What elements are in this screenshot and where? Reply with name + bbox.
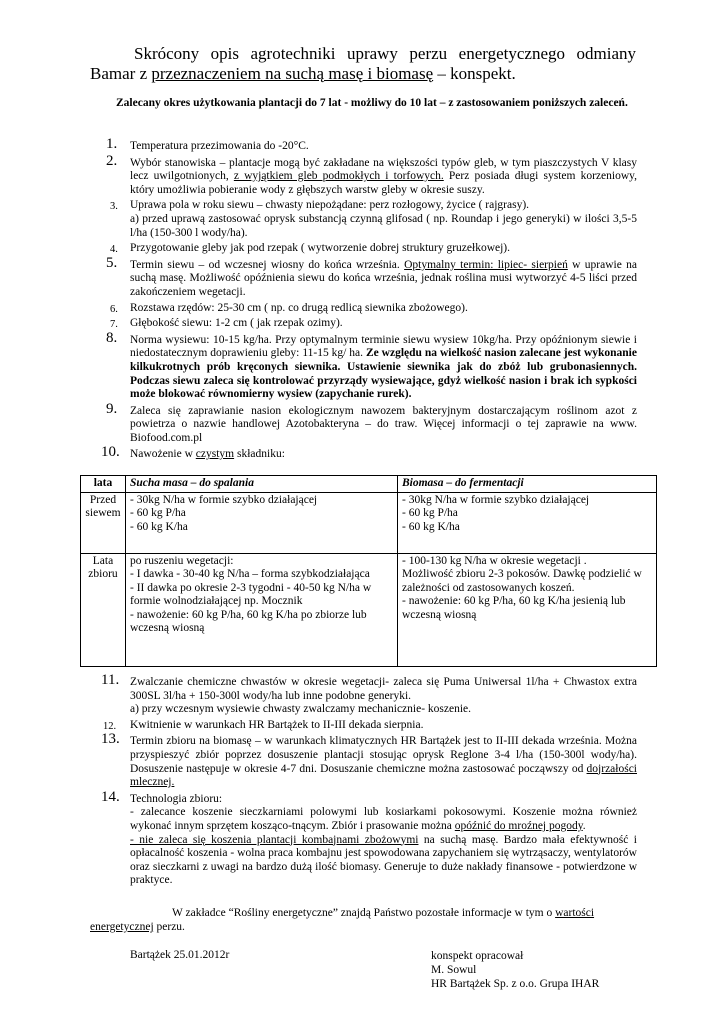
list-item xyxy=(101,152,637,198)
cell-line: - nawożenie: 60 kg P/ha, 60 kg K/ha jesienią lub wczesną wiosną xyxy=(402,595,626,621)
item-number: 2. xyxy=(106,152,118,169)
recommendations-list-continued xyxy=(101,672,637,888)
cell-line: - 30kg N/ha w formie szybko działającej xyxy=(130,493,318,506)
author-organization: HR Bartążek Sp. z o.o. Grupa IHAR xyxy=(431,978,600,990)
item-text: Temperatura przezimowania do -20°C. xyxy=(130,140,309,152)
item-text: a) przed uprawą zastosować oprysk substancją czynną glifosad ( np. Roundap i jego generyki) w ilości 3,5-5 l/ha (150-300 l wody/ha). xyxy=(130,212,637,239)
list-item xyxy=(101,199,637,240)
item-text: Nawożenie w xyxy=(130,448,196,461)
list-item xyxy=(101,317,637,331)
list-item xyxy=(101,731,637,789)
table-cell xyxy=(398,553,657,666)
item-text-underlined: opóźnić do mroźnej pogody xyxy=(454,819,583,832)
closing-text: perzu. xyxy=(153,921,185,933)
item-text: Głębokość siewu: 1-2 cm ( jak rzepak ozimy). xyxy=(130,317,343,330)
item-text: Perz posiada długi system korzeniowy, który umożliwia pobieranie wody z głębszych warstw gleby w okresie suszy. xyxy=(130,170,637,196)
intro-paragraph: Zalecany okres użytkowania plantacji do 7 lat - możliwy do 10 lat – z zastosowaniem poniższych zaleceń. xyxy=(116,97,628,109)
closing-text-underlined: wartości energetycznej xyxy=(90,907,595,933)
title-line-1: Skrócony opis agrotechniki uprawy perzu energetycznego odmiany xyxy=(134,44,636,63)
list-item xyxy=(101,444,637,462)
item-text: w uprawie na suchą masę. Możliwość opóźnienia siewu do końca września, jednak roślina musi wytworzyć 4-5 liści przed zakończeniem wegetacji. xyxy=(130,258,637,298)
item-text-underlined: dojrzałości mlecznej. xyxy=(130,762,637,789)
item-text: Uprawa pola w roku siewu – chwasty niepożądane: perz rozłogowy, życice ( rajgrasy). xyxy=(130,199,530,212)
recommendations-list xyxy=(101,136,637,462)
table-cell xyxy=(126,492,398,553)
cell-line: - I dawka - 30-40 kg N/ha – forma szybkodziałająca xyxy=(130,568,370,580)
cell-line: Możliwość zbioru 2-3 pokosów. Dawkę podzielić w zależności od zastosowanych koszeń. xyxy=(402,568,642,594)
item-number: 10. xyxy=(101,444,120,461)
row-label: Przed siewem xyxy=(81,492,126,553)
place-date: Bartążek 25.01.2012r xyxy=(130,949,230,961)
item-text: a) przy wczesnym wysiewie chwasty zwalczamy mechanicznie- koszenie. xyxy=(130,703,472,716)
cell-line: - 30kg N/ha w formie szybko działającej xyxy=(402,493,590,506)
closing-text: W zakładce “Rośliny energetyczne” znajdą Państwo pozostałe informacje w tym o xyxy=(172,907,556,919)
item-number: 9. xyxy=(106,400,118,417)
item-number: 8. xyxy=(106,329,118,346)
author-name: M. Sowul xyxy=(431,964,477,976)
title-line-2-prefix: Bamar z xyxy=(90,64,152,83)
item-text: Zaleca się zaprawianie nasion ekologicznym nawozem bakteryjnym dostarczającym roślinom azot z powietrza o nazwie handlowej Azotobakteryna – do traw. Więcej informacji o tej zaprawie na www. Biofood.com.pl xyxy=(130,404,637,444)
table-row xyxy=(81,492,657,553)
cell-line: - 60 kg K/ha xyxy=(402,520,460,533)
item-number: 13. xyxy=(101,731,120,748)
table-cell xyxy=(398,492,657,553)
item-text: Przygotowanie gleby jak pod rzepak ( wytworzenie dobrej struktury gruzełkowej). xyxy=(130,242,511,255)
item-text: Wybór stanowiska – plantacje mogą być zakładane na większości typów gleb, w tym piaszczystych V klasy lecz uwilgotnionych, xyxy=(130,156,637,183)
item-number: 7. xyxy=(110,319,118,331)
item-text: Kwitnienie w warunkach HR Bartążek to II-III dekada sierpnia. xyxy=(130,718,424,731)
table-row xyxy=(81,553,657,666)
title-line-2-underlined: przeznaczeniem na suchą masę i biomasę xyxy=(151,64,434,83)
item-number: 4. xyxy=(110,244,118,256)
cell-line: - II dawka po okresie 2-3 tygodni - 40-50 kg N/ha w formie wolnodziałającej np. Mocznik xyxy=(130,581,372,607)
item-number: 14. xyxy=(101,788,120,805)
table-header-row xyxy=(81,476,657,493)
item-number: 3. xyxy=(110,201,118,213)
item-text-block xyxy=(130,806,637,833)
list-item xyxy=(101,254,637,300)
list-item xyxy=(101,719,637,733)
list-item xyxy=(101,672,637,717)
header-lata: lata xyxy=(81,476,126,493)
item-number: 11. xyxy=(101,672,120,688)
list-item xyxy=(101,329,637,402)
item-text: Norma wysiewu: 10-15 kg/ha. Przy optymalnym terminie siewu wysiew 10kg/ha. Przy opóźnionym siewie i niedostatecznym doprawieniu gleby: 11-15 kg/ ha. xyxy=(130,333,637,360)
fertilization-table xyxy=(80,475,657,667)
list-item xyxy=(101,302,637,316)
item-number: 1. xyxy=(106,136,118,152)
cell-line: po ruszeniu wegetacji: xyxy=(130,554,234,567)
item-text: na suchą masę. Bardzo mała efektywność i opłacalność koszenia - wolna praca kombajnu jest spowodowana zapychaniem się wytrząsaczy, wentylatorów oraz sieczkarni z uwagi na bardzo dużą ilość biomasy. Generuje to duże nakłady finansowe - potwierdzone w praktyce. xyxy=(130,833,637,887)
cell-line: - 60 kg K/ha xyxy=(130,520,188,533)
cell-line: - 60 kg P/ha xyxy=(402,507,458,519)
item-text: Technologia zbioru: xyxy=(130,792,223,805)
item-text: Zwalczanie chemiczne chwastów w okresie wegetacji- zaleca się Puma Uniwersal 1l/ha + Chwastox extra 300SL 3l/ha + 150-300l wody/ha lub inne podobne generyki. xyxy=(130,676,637,702)
header-biomasa: Biomasa – do fermentacji xyxy=(398,476,657,493)
item-text-underlined: - nie zaleca się koszenia plantacji kombajnami zbożowymi xyxy=(130,833,419,846)
item-text: - zalecance koszenie sieczkarniami polowymi lub kosiarkami pokosowymi. Koszenie można również wykonać innym sprzętem kosząco-tnącym. Zbiór i prasowanie można xyxy=(130,806,637,832)
header-sucha-masa: Sucha masa – do spalania xyxy=(126,476,398,493)
item-number: 5. xyxy=(106,254,118,271)
author-block xyxy=(431,949,599,991)
title-line-2-suffix: – konspekt. xyxy=(433,64,516,83)
item-text-underlined: z wyjątkiem gleb podmokłych i torfowych. xyxy=(233,170,444,183)
cell-line: - 100-130 kg N/ha w okresie wegetacji . xyxy=(402,554,587,567)
cell-line: - 60 kg P/ha xyxy=(130,507,186,519)
closing-paragraph xyxy=(90,906,636,934)
item-text: . xyxy=(582,819,586,832)
item-text: Rozstawa rzędów: 25-30 cm ( np. co drugą redlicą siewnika zbożowego). xyxy=(130,301,468,314)
table-cell xyxy=(126,553,398,666)
list-item xyxy=(101,400,637,446)
item-text-bold: Ze względu na wielkość nasion zalecane jest wykonanie kilkukrotnych prób kręconych siewnika. Ustawienie siewnika jak do zbóż lub grubonasiennych. Podczas siewu zaleca się kontrolować przyrządy wysiewające, gdyż wielkość nasion i brak ich sypkości może blokować równomierny wysiew (zapychanie rurek). xyxy=(130,347,637,401)
item-text-block xyxy=(130,834,637,888)
row-label: Lata zbioru xyxy=(81,553,126,666)
item-number: 12. xyxy=(103,720,117,732)
item-text-underlined: czystym xyxy=(195,448,235,461)
list-item xyxy=(101,242,637,256)
item-text: Termin siewu – od wczesnej wiosny do końca września. xyxy=(130,258,405,271)
item-text: składniku: xyxy=(234,448,285,461)
item-text: Termin zbioru na biomasę – w warunkach klimatycznych HR Bartążek jest to II-III dekada września. Można przyspieszyć zbiór poprzez dosuszenie plantacji stosując oprysk Reglone 3-4 l/ha (150-300l wody/ha). Dosuszenie następuje w okresie 4-7 dni. Dosuszanie chemiczne można zastosować począwszy od xyxy=(130,735,637,775)
list-item xyxy=(101,136,637,154)
item-number: 6. xyxy=(110,303,118,315)
cell-line: - nawożenie: 60 kg P/ha, 60 kg K/ha po zbiorze lub wczesną wiosną xyxy=(130,608,367,634)
document-title xyxy=(90,44,636,84)
item-text-underlined: Optymalny termin: lipiec- sierpień xyxy=(404,258,568,271)
list-item xyxy=(101,788,637,888)
author-line: konspekt opracował xyxy=(431,950,524,962)
